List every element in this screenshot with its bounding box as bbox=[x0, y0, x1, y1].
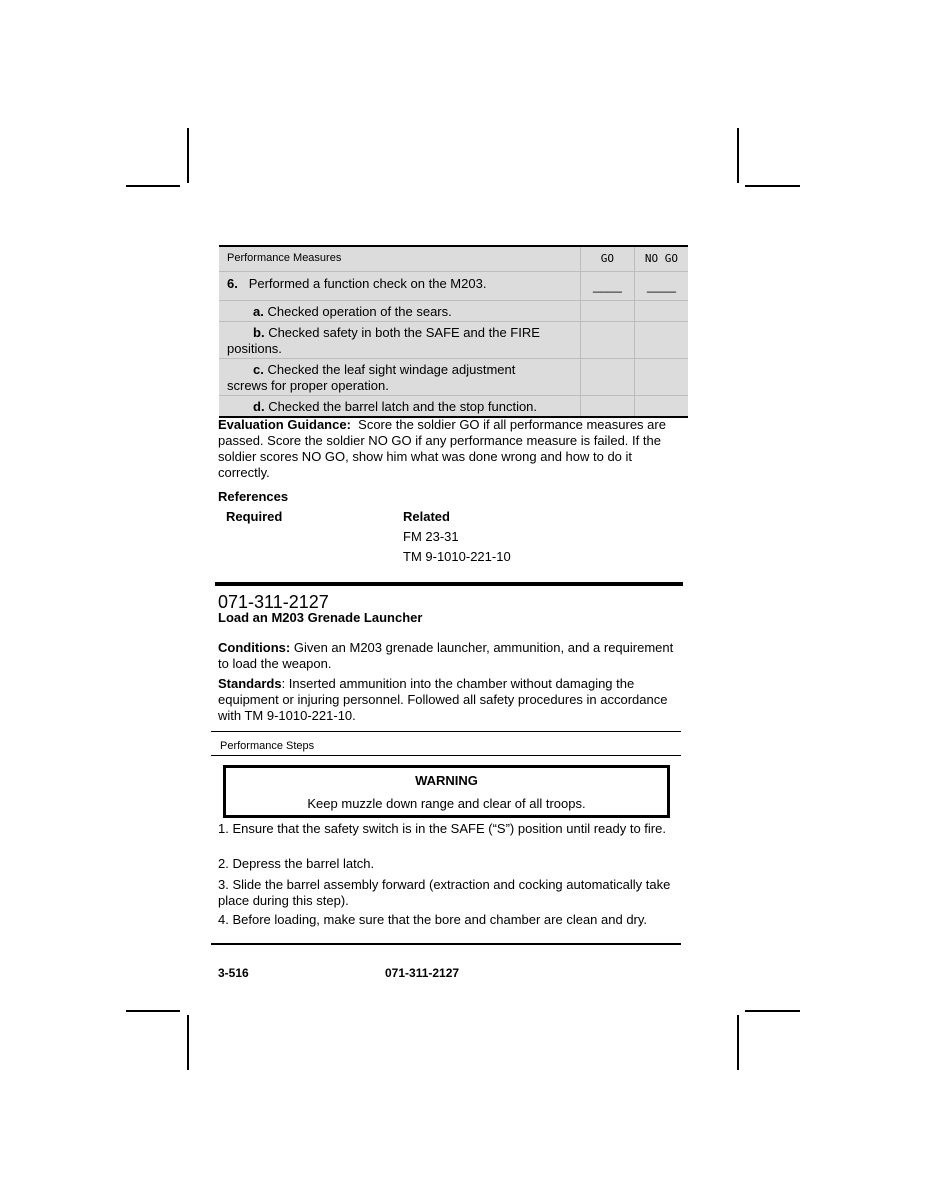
go-blank: ____ bbox=[580, 272, 634, 301]
sub-letter: d. bbox=[253, 399, 265, 414]
performance-steps-header: Performance Steps bbox=[220, 740, 315, 752]
crop-mark bbox=[745, 185, 800, 187]
step-6-cell bbox=[219, 272, 580, 301]
sub-text-cont: positions. bbox=[227, 341, 282, 356]
table-header-row bbox=[219, 246, 688, 272]
warning-title: WARNING bbox=[415, 773, 478, 788]
crop-mark bbox=[745, 1010, 800, 1012]
section-divider bbox=[215, 582, 683, 586]
sub-text-cont: screws for proper operation. bbox=[227, 378, 389, 393]
sub-text: Checked safety in both the SAFE and the FIRE bbox=[268, 325, 540, 340]
crop-mark bbox=[737, 128, 739, 183]
table-row bbox=[219, 396, 688, 418]
conditions-text: Given an M203 grenade launcher, ammunition, and a requirement to load the weapon. bbox=[218, 640, 674, 671]
page-number: 3-516 bbox=[218, 966, 249, 980]
go-header: GO bbox=[580, 246, 634, 272]
sub-text: Checked operation of the sears. bbox=[267, 304, 452, 319]
related-ref: FM 23-31 bbox=[403, 529, 459, 544]
required-label: Required bbox=[226, 509, 283, 524]
divider bbox=[211, 731, 681, 732]
divider bbox=[211, 755, 681, 756]
references-title: References bbox=[218, 489, 289, 504]
step-number: 6. bbox=[227, 276, 238, 291]
step-text: Performed a function check on the M203. bbox=[248, 276, 487, 291]
conditions-label: Conditions: bbox=[218, 640, 291, 655]
measures-header: Performance Measures bbox=[219, 246, 580, 272]
crop-mark bbox=[187, 1015, 189, 1070]
crop-mark bbox=[737, 1015, 739, 1070]
standards-label: Standards bbox=[218, 676, 282, 691]
warning-box bbox=[223, 765, 670, 818]
nogo-blank: ____ bbox=[634, 272, 688, 301]
sub-measure-cell bbox=[219, 301, 580, 322]
standards-text: : Inserted ammunition into the chamber without damaging the equipment or injuring personnel. Followed all safety procedures in accordance with TM 9-1010-221-10. bbox=[218, 676, 668, 723]
performance-measures-table bbox=[219, 245, 688, 418]
sub-text: Checked the barrel latch and the stop function. bbox=[268, 399, 538, 414]
sub-letter: a. bbox=[253, 304, 264, 319]
nogo-header: NO GO bbox=[634, 246, 688, 272]
list-item: 1. Ensure that the safety switch is in the SAFE (“S”) position until ready to fire. bbox=[218, 821, 666, 836]
conditions bbox=[218, 640, 678, 672]
sub-letter: c. bbox=[253, 362, 264, 377]
table-row bbox=[219, 272, 688, 301]
crop-mark bbox=[126, 1010, 180, 1012]
evaluation-guidance bbox=[218, 417, 682, 481]
footer-task-number: 071-311-2127 bbox=[385, 966, 460, 980]
sub-measure-cell bbox=[219, 322, 580, 359]
list-item: 2. Depress the barrel latch. bbox=[218, 856, 375, 871]
warning-text: Keep muzzle down range and clear of all troops. bbox=[307, 796, 586, 811]
table-row bbox=[219, 359, 688, 396]
sub-text: Checked the leaf sight windage adjustment bbox=[267, 362, 516, 377]
table-row bbox=[219, 322, 688, 359]
list-item: 3. Slide the barrel assembly forward (extraction and cocking automatically take place during this step). bbox=[218, 877, 671, 908]
crop-mark bbox=[126, 185, 180, 187]
sub-measure-cell bbox=[219, 396, 580, 418]
sub-letter: b. bbox=[253, 325, 265, 340]
evaluation-text: Score the soldier GO if all performance measures are passed. Score the soldier NO GO if any performance measure is failed. If the soldier scores NO GO, show him what was done wrong and how to do it correctly. bbox=[218, 417, 666, 480]
related-ref: TM 9-1010-221-10 bbox=[403, 549, 511, 564]
related-label: Related bbox=[403, 509, 450, 524]
table-row bbox=[219, 301, 688, 322]
list-item: 4. Before loading, make sure that the bore and chamber are clean and dry. bbox=[218, 912, 648, 927]
task-title: Load an M203 Grenade Launcher bbox=[218, 610, 423, 625]
evaluation-label: Evaluation Guidance: bbox=[218, 417, 351, 432]
task-number: 071-311-2127 bbox=[218, 592, 329, 612]
crop-mark bbox=[187, 128, 189, 183]
standards bbox=[218, 676, 680, 724]
divider bbox=[211, 943, 681, 945]
sub-measure-cell bbox=[219, 359, 580, 396]
